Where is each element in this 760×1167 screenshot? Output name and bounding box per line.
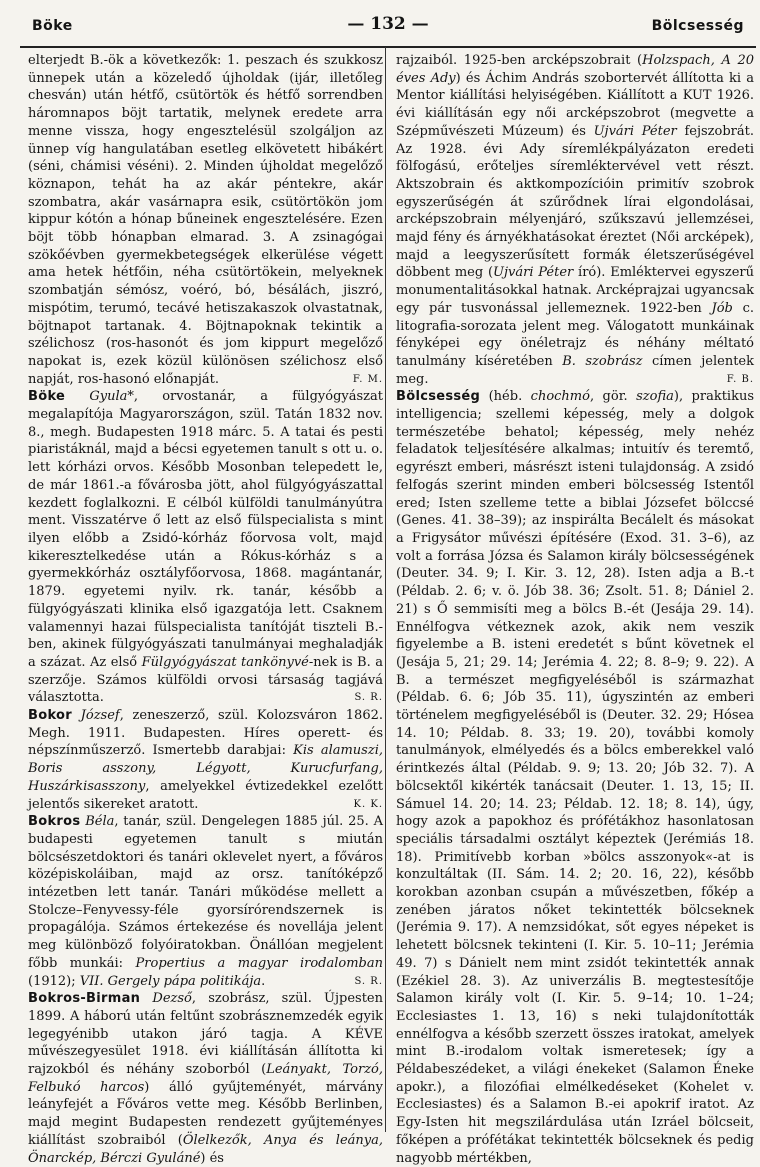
- entry-headword: Bokros-Birman: [28, 991, 141, 1007]
- page-number: — 132 —: [347, 14, 429, 34]
- entry-bolcsesseg: Bölcsesség (héb. chochmó, gör. szofia), praktikus intelligencia; szellemi képesség, mely a dolgok természetébe behatol; képesség, mely nehéz feladatok teljesítésére alkalmas; intuitív és teremtő, egyrészt emberi, másrészt isteni tulajdonság. A zsidó felfogás szerint minden emberi bölcsesség Istentől ered; Isten szelleme tette a biblai Józsefet bölccsé (Genes. 41. 38–39); az inspirálta Becálelt és másokat a Frigysátor művészi építésére (Exod. 31. 3–6), az volt a forrása Józsa és Salamon király bölcsességének (Deuter. 34. 9; I. Kir. 3. 12, 28). Isten adja a B.-t (Példab. 2. 6; v. ö. Jób 38. 36; Zsolt. 51. 8; Dániel 2. 21) s Ő semmisíti meg a bölcs B.-ét (Jesája 29. 14). Ennélfogva vétkeznek azok, akik nem veszik figyelembe a B. isteni eredetét s bűnt követnek el (Jesája 5, 21; 29. 14; Jerémia 4. 22; 8. 8–9; 9. 22). A B. a természet megfigyeléséből is származhat (Példab. 6. 6; Jób 35. 11), úgyszintén az emberi történelem megfigyeléséből is (Deuter. 32. 29; Hósea 14. 10; Példab. 8. 33; 19. 20), további komoly tanulmányok, elmélyedés és a bölcs emberekkel való érintkezés által (Példab. 9. 9; 13. 20; Jób 32. 7). A bölcsektől kikérték tanácsait (Deuter. 1. 13, 15; II. Sámuel 14. 20; 14. 23; Példab. 12. 18; 8. 14), úgy, hogy azok a papokhoz és prófétákhoz hasonlatosan speciális társadalmi osztályt képeztek (Jerémiás 18. 18). Primitívebb korban »bölcs asszonyok«-at is konzultáltak (II. Sám. 14. 2; 20. 16, 22), később korokban azonban csupán a művészetben, főkép a zenében járatos nőket tekintették bölcseknek (Jerémia 9. 17). A nemzsidókat, sőt egyes népeket is lehetett bölcsnek tekinteni (I. Kir. 5. 10–11; Jerémia 49. 7) s Dánielt nem mint zsidót tekintették annak (Ezékiel 28. 3). Az univerzális B. megtestesítője Salamon király volt (I. Kir. 5. 9–14; 10. 1–24; Ecclesiastes 1. 13, 16) s neki tulajdonították ennélfogva a később szerzett összes iratokat, amelyek mint B.-irodalom voltak ismeretesek; így a Példabeszédeket, a világi énekeket (Salamon Éneke apokr.), a filozófiai elmélkedéseket (Kohelet v. Ecclesiastes) és a Salamon B.-ei apokrif iratot. Az Egy-Isten hit megszilárdulása után Izráel bölcseit, főképen a prófétákat tekintették bölcseknek és pedig nagyobb mértékben,: [396, 389, 755, 1166]
- entry-headword: Böke: [28, 389, 66, 405]
- entry-continuation: elterjedt B.-ök a következők: 1. peszach és szukkosz ünnepek után a közeledő újholdak (ijár, illetőleg chesván) után hétfő, csütörtök és hétfő sorrendben háromnapos böjt tartatik, melynek eredete arra menne vissza, hogy engesztelésül szolgáljon az ünnep víg hangulatában esetleg elkövetett hibákért (séni, chámisi véséni). 2. Minden újholdat megelőző köznapon, tehát ha az akár péntekre, akár szombatra, akár vasárnapra esik, csütörtökön jom kippur kótón a hónap bűneinek engesztelésére. Ezen böjt több hónapban elmarad. 3. A zsinagógai szökőévben gyermekbetegségek elkerülése végett ama hetek hétfőin, néha csütörtökein, melyeknek szombatján sémósz, voéró, bó, bésálách, jiszró, mispótim, terumó, tecávé hetiszakaszok olvastatnak, böjtnapot tartanak. 4. Böjtnapoknak tekintik a szélichosz (ros-hasonót és jom kippurt megelőző napokat is, ezek közül különösen szélichosz első napját, ros-hasonó előnapját. F. M.: [28, 53, 383, 387]
- entry-bokros-birman-dezso: Bokros-Birman Dezső, szobrász, szül. Újpesten 1899. A háború után feltűnt szobrásznemzedék egyik legegyénibb utakon járó tagja. A KÉVE művészegyesület 1918. évi kiállításán állította ki rajzokból és néhány szoborból (Leányakt, Torzó, Felbukó harcos) álló gyűjteményét, márvány leányfejét a Főváros vette meg. Később Berlinben, majd megint Budapesten rendezett gyűjteményes kiállítást szobraiból (Ölelkezők, Anya és leánya, Önarckép, Bérczi Gyuláné) és: [28, 991, 384, 1166]
- author-signature: F. B.: [726, 373, 754, 385]
- column-divider: [385, 47, 386, 1132]
- header-left-keyword: Böke: [32, 18, 73, 34]
- author-signature: S. R.: [354, 692, 383, 704]
- author-signature: K. K.: [353, 798, 383, 810]
- author-signature: S. R.: [354, 975, 383, 987]
- entry-bokros-birman-continued: rajzaiból. 1925-ben arcképszobrait (Holzspach, A 20 éves Ady) és Áchim András szobortervét állította ki a Mentor kiállítási helyiségében. Kiállított a KUT 1926. évi kiállításán egy női arcképszobrot (megvette a Szépművészeti Múzeum) és Ujvári Péter fejszobrát. Az 1928. évi Ady síremlékpályázaton eredeti fölfogású, erőteljes síremléktervével vett részt. Aktszobrain és aktkompozícióin primitív szobrok egyszerűségén át szűrődnek lírai elgondolásai, arcképszobrain mélyenjáró, szűkszavú jellemzései, majd fény és árnyékhatásokat éreztet (Női arcképek), majd a leegyszerűsített formák életszerűségével döbbent meg (Ujvári Péter író). Emléktervei egyszerű monumentalitásokkal hatnak. Arcképrajzai ugyancsak egy pár tusvonással jellemeznek. 1922-ben Jób c. litografia-sorozata jelent meg. Válogatott munkáinak fényképei egy önéletrajz és néhány méltató tanulmány kíséretében B. szobrász címen jelentek meg. F. B.: [396, 53, 755, 387]
- entry-headword: Bölcsesség: [396, 389, 481, 405]
- entry-headword: Bokor: [28, 708, 72, 724]
- left-column: [28, 52, 383, 1167]
- header-rule: [20, 46, 756, 48]
- header-right-keyword: Bölcsesség: [651, 18, 744, 34]
- entry-headword: Bokros: [28, 814, 81, 830]
- entry-bokor-jozsef: Bokor József, zeneszerző, szül. Kolozsváron 1862. Megh. 1911. Budapesten. Híres operett- és népszínműszerző. Ismertebb darabjai: Kis alamuszi, Boris asszony, Légyott, Kurucfurfang, Huszárkisasszony, amelyekkel évtizedekkel ezelőtt jelentős sikereket aratott. K. K.: [28, 708, 383, 812]
- entry-bokros-bela: Bokros Béla, tanár, szül. Dengelegen 1885 júl. 25. A budapesti egyetemen tanult s miután bölcsészetdoktori és tanári oklevelet nyert, a főváros középiskoláiban, majd az orsz. tanítóképző intézetben lett tanár. Tanári működése mellett a Stolcze–Fenyvessy-féle gyorsírórendszernek is propagálója. Számos értekezése és novellája jelent meg különböző folyóiratokban. Önállóan megjelent főbb munkái: Propertius a magyar irodalomban (1912); VII. Gergely pápa politikája. S. R.: [28, 814, 383, 989]
- page-header: [0, 0, 760, 46]
- right-column: [396, 52, 754, 1167]
- entry-boke-gyula: Böke Gyula*, orvostanár, a fülgyógyászat megalapítója Magyarországon, szül. Tatán 1832 nov. 8., megh. Budapesten 1918 márc. 5. A tatai és pesti piaristáknál, majd a bécsi egyetemen tanult s ott u. o. lett kórházi orvos. Később Mosonban telepedett le, de már 1861.-a fővárosba jött, ahol fülgyógyászattal kezdett foglalkozni. E célból külföldi tanulmányútra ment. Visszatérve ő lett az első fülspecialista s mint ilyen előbb a Zsidó-kórház főorvosa volt, majd kikeresztelkedése után a Rókus-kórház s a gyermekkórház osztályfőorvosa, 1868. magántanár, 1879. egyetemi nyilv. rk. tanár, később a fülgyógyászati klinika első igazgatója lett. Csaknem valamennyi hazai fülspecialista tanítóját tiszteli B.-ben, akinek fülgyógyászati tanulmányai meghaladják a százat. Az első Fülgyógyászat tankönyvé-nek is B. a szerzője. Számos külföldi orvosi társaság tagjává választotta. S. R.: [28, 389, 383, 706]
- author-signature: F. M.: [352, 373, 383, 385]
